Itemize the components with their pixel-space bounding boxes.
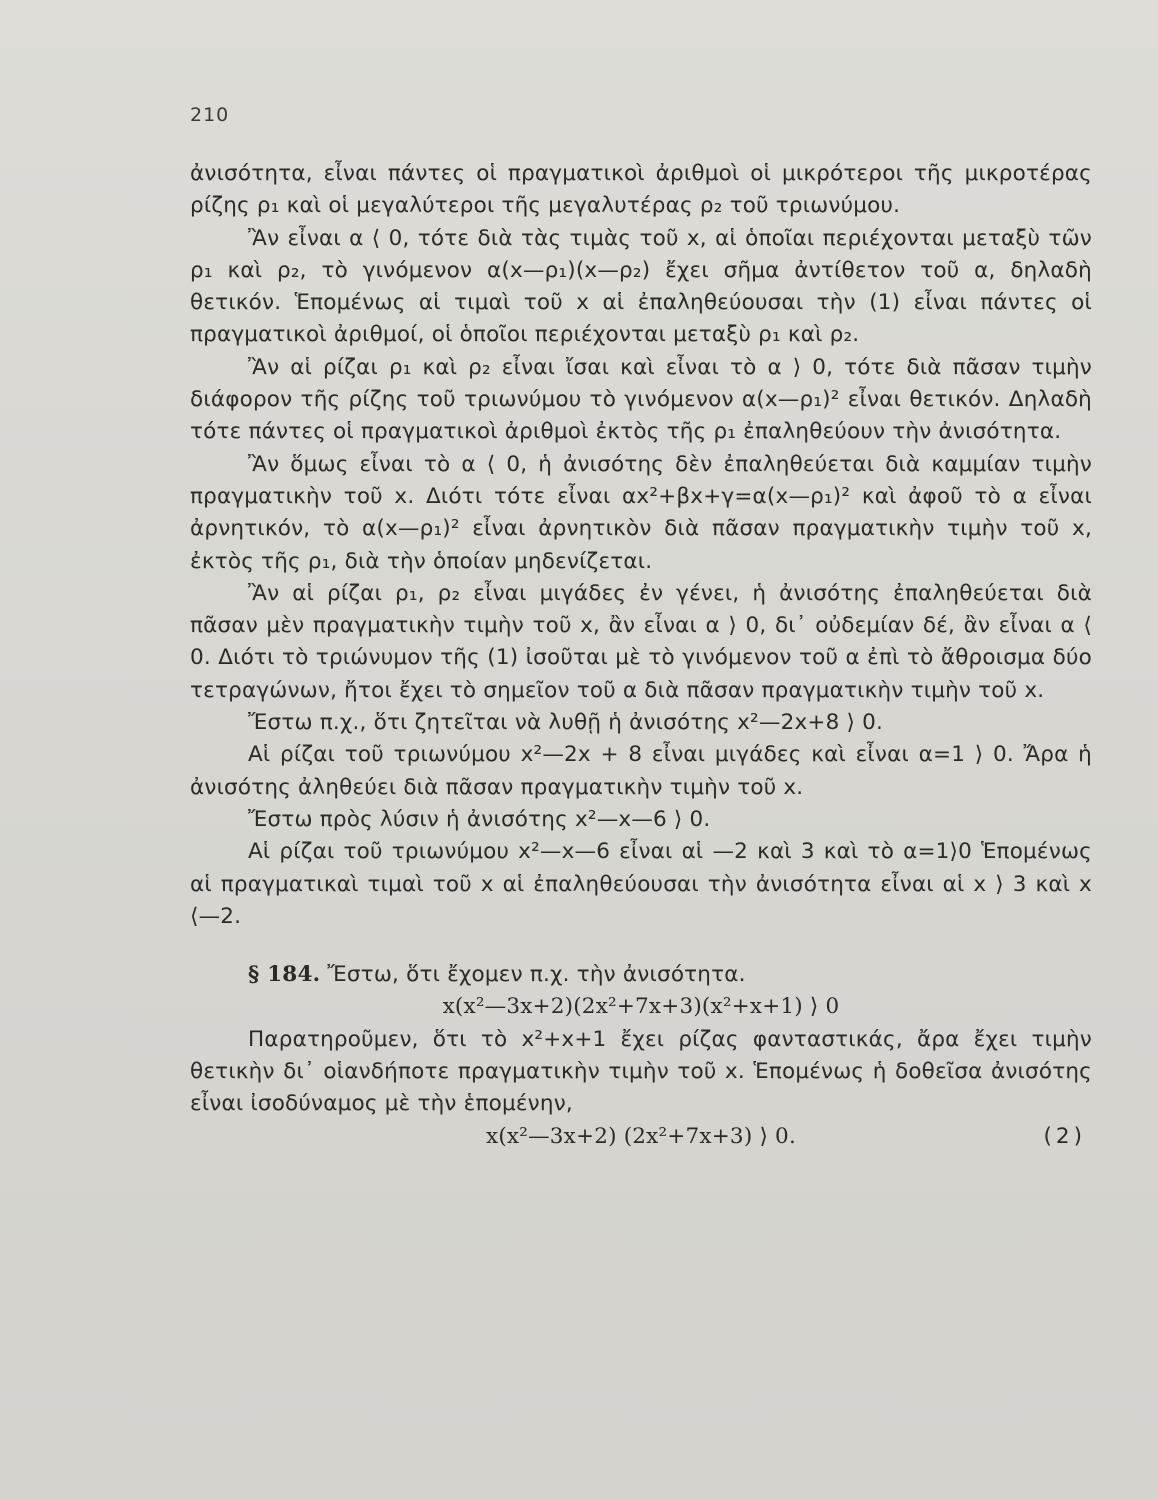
paragraph: Παρατηροῦμεν, ὅτι τὸ x²+x+1 ἔχει ρίζας φανταστικάς, ἄρα ἔχει τιμὴν θετικὴν δι᾿ οἱανδήποτε πραγματικὴν τιμὴν τοῦ x. Ἑπομένως ἡ δοθεῖσα ἀνισότης εἶναι ἰσοδύναμος μὲ τὴν ἑπομένην, [190,1026,1092,1117]
section-intro: Ἔστω, ὅτι ἔχομεν π.χ. τὴν ἀνισότητα. [327,962,746,988]
paragraph: Ἂν αἱ ρίζαι ρ₁ καὶ ρ₂ εἶναι ἴσαι καὶ εἶναι τὸ α ⟩ 0, τότε διὰ πᾶσαν τιμὴν διάφορον τῆς ρίζης τοῦ τριωνύμου τὸ γινόμενον α(x—ρ₁)² εἶναι θετικόν. Δηλαδὴ τότε πάντες οἱ πραγματικοὶ ἀριθμοὶ ἐκτὸς τῆς ρ₁ ἐπαληθεύουν τὴν ἀνισότητα. [190,354,1092,445]
paragraph: Ἔστω π.χ., ὅτι ζητεῖται νὰ λυθῇ ἡ ἀνισότης x²—2x+8 ⟩ 0. [248,710,884,736]
paragraph: Αἱ ρίζαι τοῦ τριωνύμου x²—2x + 8 εἶναι μιγάδες καὶ εἶναι α=1 ⟩ 0. Ἄρα ἡ ἀνισότης ἀληθεύει διὰ πᾶσαν πραγματικὴν τιμὴν τοῦ x. [190,742,1092,800]
formula: x(x²—3x+2)(2x²+7x+3)(x²+x+1) ⟩ 0 [442,994,840,1020]
section-number: § 184. [248,962,321,988]
page-number: 210 [190,104,230,126]
paragraph: Ἂν αἱ ρίζαι ρ₁, ρ₂ εἶναι μιγάδες ἐν γένει, ἡ ἀνισότης ἐπαληθεύεται διὰ πᾶσαν μὲν πραγματικὴν τιμὴν τοῦ x, ἂν εἶναι α ⟩ 0, δι᾿ οὐδεμίαν δέ, ἂν εἶναι α ⟨ 0. Διότι τὸ τριώνυμον τῆς (1) ἰσοῦται μὲ τὸ γινόμενον τοῦ α ἐπὶ τὸ ἄθροισμα δύο τετραγώνων, ἤτοι ἔχει τὸ σημεῖον τοῦ α διὰ πᾶσαν πραγματικὴν τιμὴν τοῦ x. [190,580,1092,703]
paragraph: Ἂν ὅμως εἶναι τὸ α ⟨ 0, ἡ ἀνισότης δὲν ἐπαληθεύεται διὰ καμμίαν τιμὴν πραγματικὴν τοῦ x. Διότι τότε εἶναι αx²+βx+γ=α(x—ρ₁)² καὶ ἀφοῦ τὸ α εἶναι ἀρνητικόν, τὸ α(x—ρ₁)² εἶναι ἀρνητικὸν διὰ πᾶσαν πραγματικὴν τιμὴν τοῦ x, ἐκτὸς τῆς ρ₁, διὰ τὴν ὁποίαν μηδενίζεται. [190,451,1092,574]
paragraph: Ἔστω πρὸς λύσιν ἡ ἀνισότης x²—x—6 ⟩ 0. [248,806,711,832]
numbered-formula [190,1121,1092,1153]
body-text [190,158,1092,1153]
paragraph: ἀνισότητα, εἶναι πάντες οἱ πραγματικοὶ ἀριθμοὶ οἱ μικρότεροι τῆς μικροτέρας ρίζης ρ₁ καὶ οἱ μεγαλύτεροι τῆς μεγαλυτέρας ρ₂ τοῦ τριωνύμου. [190,161,1092,219]
paragraph: Αἱ ρίζαι τοῦ τριωνύμου x²—x—6 εἶναι αἱ —2 καὶ 3 καὶ τὸ α=1⟩0 Ἑπομένως αἱ πραγματικαὶ τιμαὶ τοῦ x αἱ ἐπαληθεύουσαι τὴν ἀνισότητα εἶναι αἱ x ⟩ 3 καὶ x ⟨—2. [190,839,1092,929]
section-heading [190,959,1092,991]
paragraph: Ἂν εἶναι α ⟨ 0, τότε διὰ τὰς τιμὰς τοῦ x, αἱ ὁποῖαι περιέχονται μεταξὺ τῶν ρ₁ καὶ ρ₂, τὸ γινόμενον α(x—ρ₁)(x—ρ₂) ἔχει σῆμα ἀντίθετον τοῦ α, δηλαδὴ θετικόν. Ἑπομένως αἱ τιμαὶ τοῦ x αἱ ἐπαληθεύουσαι τὴν (1) εἶναι πάντες οἱ πραγματικοὶ ἀριθμοί, οἱ ὁποῖοι περιέχονται μεταξὺ ρ₁ καὶ ρ₂. [190,225,1092,348]
equation-number: (2) [1043,1123,1086,1149]
formula: x(x²—3x+2) (2x²+7x+3) ⟩ 0. [486,1123,796,1149]
